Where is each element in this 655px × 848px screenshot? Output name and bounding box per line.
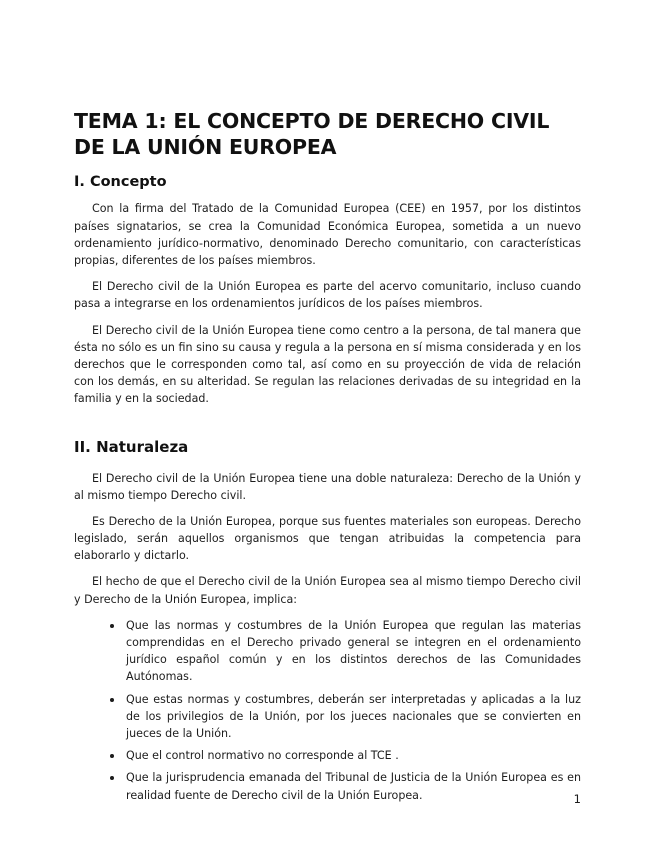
section-heading-concepto: I. Concepto [74, 174, 167, 191]
page-number: 1 [573, 792, 581, 806]
list-item: Que las normas y costumbres de la Unión Europea que regulan las materias comprendidas en el Derecho privado general se integren en el ordenamiento jurídico español común y en los distintos derechos de las Comunidades Autónomas. [110, 617, 581, 686]
paragraph: El Derecho civil de la Unión Europea tiene como centro a la persona, de tal manera que ésta no sólo es un fin sino su causa y regula a la persona en sí misma considerada y en los derechos que le corresponden como tal, así como en su proyección de vida de relación con los demás, en su alteridad. Se regulan las relaciones derivadas de su integridad en la familia y en la sociedad. [74, 323, 581, 406]
bullet-list [74, 617, 581, 804]
page-title: TEMA 1: EL CONCEPTO DE DERECHO CIVIL DE LA UNIÓN EUROPEA [74, 109, 550, 160]
paragraph: El hecho de que el Derecho civil de la Unión Europea sea al mismo tiempo Derecho civil y Derecho de la Unión Europea, implica: [74, 575, 581, 606]
list-item: Que la jurisprudencia emanada del Tribunal de Justicia de la Unión Europea es en realidad fuente de Derecho civil de la Unión Europea. [110, 769, 581, 803]
list-item: Que estas normas y costumbres, deberán ser interpretadas y aplicadas a la luz de los privilegios de la Unión, por los jueces nacionales que se convierten en jueces de la Unión. [110, 691, 581, 743]
paragraph: Es Derecho de la Unión Europea, porque sus fuentes materiales son europeas. Derecho legislado, serán aquellos organismos que tengan atribuidas la competencia para elaborarlo y dictarlo. [74, 514, 581, 563]
section-heading-naturaleza: II. Naturaleza [74, 437, 189, 456]
paragraph: El Derecho civil de la Unión Europea tiene una doble naturaleza: Derecho de la Unión y al mismo tiempo Derecho civil. [74, 471, 581, 502]
paragraph: El Derecho civil de la Unión Europea es parte del acervo comunitario, incluso cuando pasa a integrarse en los ordenamientos jurídicos de los países miembros. [74, 280, 581, 311]
list-item: Que el control normativo no corresponde al TCE . [110, 747, 581, 764]
paragraph: Con la firma del Tratado de la Comunidad Europea (CEE) en 1957, por los distintos países signatarios, se crea la Comunidad Económica Europea, sometida a un nuevo ordenamiento jurídico-normativo, denominado Derecho comunitario, con características propias, diferentes de los países miembros. [74, 202, 581, 268]
